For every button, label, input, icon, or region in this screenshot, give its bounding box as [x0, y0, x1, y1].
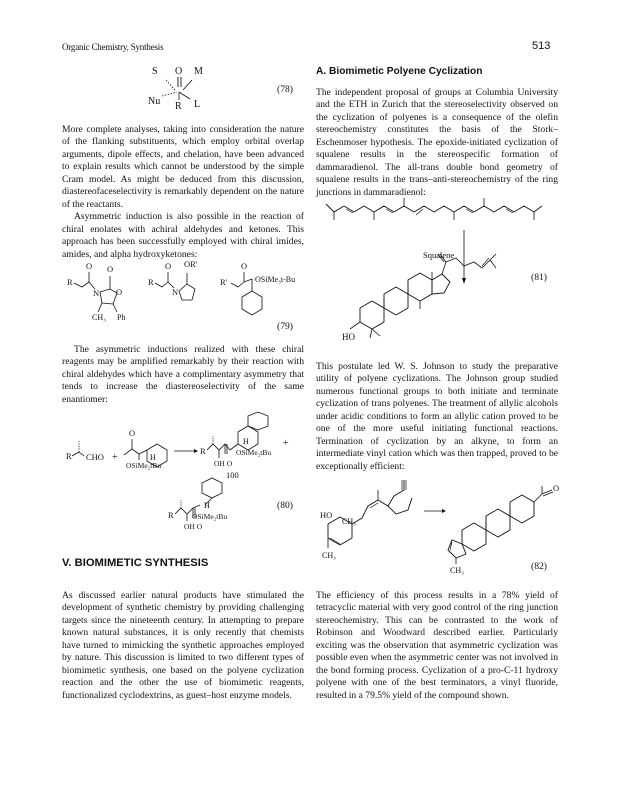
left-paragraph-1: More complete analyses, taking into consideration the nature of the flanking substituents, which employ orbital overlap arguments, dipole effects, and chelation, have been advanced to explain results which cannot be understood by the simple Cram model. As might be deduced from this discussion, diastereofaceselectivity is remarkably dependent on the nature of the reactants. — [62, 124, 304, 210]
svg-text:CH₃: CH₃ — [342, 517, 356, 526]
svg-text:N: N — [172, 287, 179, 297]
svg-text:O: O — [86, 261, 93, 271]
svg-text:CH₃: CH₃ — [322, 551, 336, 560]
j-ho-label: HO — [320, 510, 333, 520]
svg-text:OSiMe₂tBu: OSiMe₂tBu — [236, 448, 272, 457]
svg-text:O: O — [241, 261, 248, 271]
subsection-heading: A. Biomimetic Polyene Cyclization — [316, 66, 483, 77]
equation-79: (79) — [277, 321, 293, 332]
svg-text:R: R — [66, 451, 72, 461]
svg-text:R: R — [67, 277, 73, 287]
svg-text:N: N — [93, 288, 100, 298]
right-paragraph-2: This postulate led W. S. Johnson to study the preparative utility of polyene cyclizations. The Johnson group studied numerous functional groups to both initiate and terminate cyclization of trans polyenes. The treatment of allylic alcohols under acidic conditions to form an allylic cation proved to be one of the more useful initiating functional reactions. Termination of cyclization by an alkyne, to form an intermediate vinyl cation which was then trapped, proved to be exceptionally efficient: — [316, 361, 558, 472]
svg-text:+: + — [112, 452, 118, 463]
svg-text:H: H — [204, 501, 210, 510]
svg-text:O: O — [116, 287, 123, 297]
equation-82: (82) — [531, 561, 547, 572]
svg-text:CH₃: CH₃ — [450, 566, 464, 575]
svg-text:O: O — [129, 428, 136, 438]
svg-text:H: H — [243, 437, 249, 446]
running-title: Organic Chemistry, Synthesis — [62, 42, 164, 52]
cram-model-figure — [140, 62, 280, 112]
ho-label: HO — [342, 332, 355, 342]
svg-text:O: O — [107, 264, 114, 274]
svg-text:R: R — [148, 277, 154, 287]
double-stereodifferentiation-figure — [62, 408, 307, 538]
svg-text:OSiMe₃t-Bu: OSiMe₃t-Bu — [255, 275, 296, 284]
right-paragraph-1: The independent proposal of groups at Columbia University and the ETH in Zurich that the stereoselectivity observed on the cyclization of polyenes is a consequence of the olefin stereochemistry constitutes the basis of the Stork–Eschenmoser hypothesis. The epoxide-initiated cyclization of squalene results in the stereospecific formation of dammaradienol. The all-trans double bond geometry of squalene results in the trans–anti-stereochemistry of the ring junctions in dammaradienol: — [316, 87, 558, 198]
svg-text:R′: R′ — [220, 277, 228, 287]
svg-text:OR′: OR′ — [184, 259, 198, 269]
label-Nu: Nu — [148, 96, 161, 107]
johnson-cyclization-figure — [316, 466, 561, 576]
squalene-label: Squalene — [423, 250, 455, 260]
chiral-auxiliaries-figure — [62, 258, 307, 328]
section-heading: V. BIOMIMETIC SYNTHESIS — [62, 557, 209, 569]
label-M: M — [194, 66, 203, 77]
equation-78: (78) — [277, 84, 293, 95]
svg-text:100: 100 — [226, 470, 239, 480]
squalene-cyclization-figure — [316, 196, 561, 356]
left-paragraph-3: The asymmetric inductions realized with these chiral reagents may be amplified remarkably by their reaction with chiral aldehydes which have a complimentary asymmetry that tends to increase the diastereoselectivity of the same enantiomer: — [62, 344, 304, 405]
svg-text:R: R — [200, 446, 206, 456]
svg-text:CHO: CHO — [86, 452, 104, 462]
left-paragraph-2: Asymmetric induction is also possible in the reaction of chiral enolates with achiral aldehydes and ketones. This approach has been successfully employed with chiral imides, amides, and alpha hydroxyketones: — [62, 211, 304, 260]
svg-text:O: O — [165, 261, 172, 271]
page-number: 513 — [532, 40, 551, 52]
svg-text:+: + — [283, 438, 289, 449]
svg-text:OSiMe₂tBu: OSiMe₂tBu — [192, 512, 228, 521]
label-L: L — [194, 99, 201, 110]
left-paragraph-4: As discussed earlier natural products have stimulated the development of synthetic chemistry by providing challenging targets since the nineteenth century. In attempting to prepare known natural substances, it is only recently that chemists have turned to mimicking the synthetic approaches employed by nature. This discussion is limited to two different types of biomimetic synthesis, one based on the polyene cyclization reaction and the other the use of biomimetic reagents, functionalized cyclodextrins, as guest–host enzyme models. — [62, 590, 304, 701]
svg-text:CH₃: CH₃ — [92, 313, 106, 322]
label-S: S — [152, 66, 158, 77]
svg-text:OH O: OH O — [184, 522, 203, 531]
svg-text:R: R — [168, 510, 174, 520]
right-paragraph-3: The efficiency of this process results in a 78% yield of tetracyclic material with very good control of the ring junction stereochemistry. This can be contrasted to the work of Robinson and Woodward described earlier. Particularly exciting was the observation that asymmetric cyclization was possible even when the asymmetric center was not involved in the bond forming process. Cyclization of a pro-C-11 hydroxy polyene with one of the best terminators, a vinyl fluoride, resulted in a 79.5% yield of the compound shown. — [316, 590, 558, 701]
svg-text:H: H — [150, 453, 156, 462]
equation-80: (80) — [277, 500, 293, 511]
svg-text:OSiMe₂tBu: OSiMe₂tBu — [126, 461, 162, 470]
svg-text:O: O — [553, 483, 560, 493]
svg-text:OH O: OH O — [214, 459, 233, 468]
svg-text:Ph: Ph — [117, 313, 126, 322]
equation-81: (81) — [531, 272, 547, 283]
label-R: R — [175, 101, 182, 112]
label-O: O — [175, 66, 183, 77]
